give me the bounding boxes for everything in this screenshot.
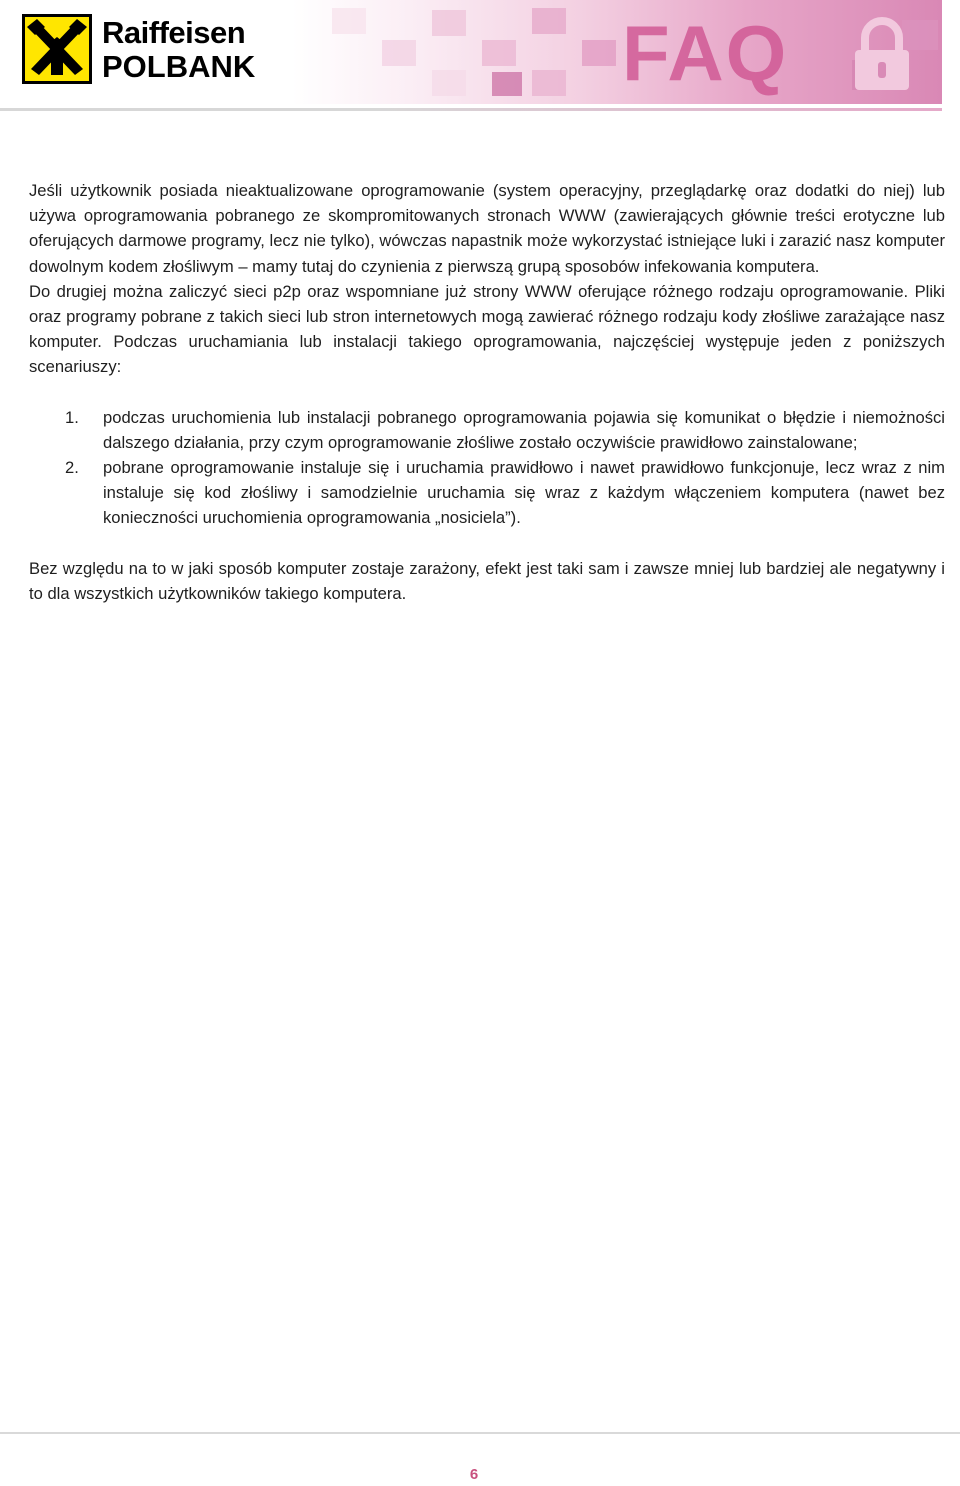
list-item-number: 2. xyxy=(65,458,79,478)
padlock-icon xyxy=(847,16,917,94)
header-divider xyxy=(0,108,942,111)
banner-tile-pattern xyxy=(292,0,942,104)
gable-cross-icon xyxy=(22,14,92,84)
paragraph-infection-group-one: Jeśli użytkownik posiada nieaktualizowane oprogramowanie (system operacyjny, przeglądarkę oraz dodatki do niej) lub używa oprogramowania pobranego ze skompromitowanych stronach WWW (zawierających głównie treści erotyczne lub oferujących darmowe programy, lecz nie tylko), wówczas napastnik może wykorzystać istniejące luki i zarazić nasz komputer dowolnym kodem złośliwym – mamy tutaj do czynienia z pierwszą grupą sposobów infekowania komputera. xyxy=(29,181,945,276)
logo-wordmark-line1: Raiffeisen xyxy=(102,15,246,50)
scenario-list xyxy=(29,405,945,531)
bank-logo xyxy=(22,14,284,92)
list-item-text: podczas uruchomienia lub instalacji pobranego oprogramowania pojawia się komunikat o błędzie i niemożności dalszego działania, przy czym oprogramowanie złośliwe zostało oczywiście prawidłowo zainstalowane; xyxy=(103,407,945,452)
footer-divider xyxy=(0,1432,960,1434)
list-item-number: 1. xyxy=(65,407,79,427)
page-number: 6 xyxy=(469,1466,479,1483)
page-header xyxy=(0,0,960,118)
faq-banner xyxy=(292,0,942,104)
logo-wordmark-line2: POLBANK xyxy=(102,49,256,84)
paragraph-infection-group-two: Do drugiej można zaliczyć sieci p2p oraz wspomniane już strony WWW oferujące różnego rodzaju oprogramowanie. Pliki oraz programy pobrane z takich sieci lub stron internetowych mogą zawierać różnego rodzaju kody złośliwe zarażające nasz komputer. Podczas uruchamiania lub instalacji takiego oprogramowania, najczęściej występuje jeden z poniższych scenariuszy: xyxy=(29,281,945,377)
faq-title: FAQ xyxy=(622,9,789,97)
list-item xyxy=(29,405,945,455)
list-item-text: pobrane oprogramowanie instaluje się i uruchamia prawidłowo i nawet prawidłowo funkcjonuje, lecz wraz z nim instaluje się kod złośliwy i samodzielnie uruchamia się wraz z każdym włączeniem komputera (nawet bez konieczności uruchomienia oprogramowania „nosiciela”). xyxy=(103,458,945,528)
paragraph-closing: Bez względu na to w jaki sposób komputer zostaje zarażony, efekt jest taki sam i zawsze mniej lub bardziej ale negatywny i to dla wszystkich użytkowników takiego komputera. xyxy=(29,558,945,603)
document-body xyxy=(29,178,945,606)
list-item xyxy=(29,455,945,531)
logo-wordmark xyxy=(102,16,255,84)
